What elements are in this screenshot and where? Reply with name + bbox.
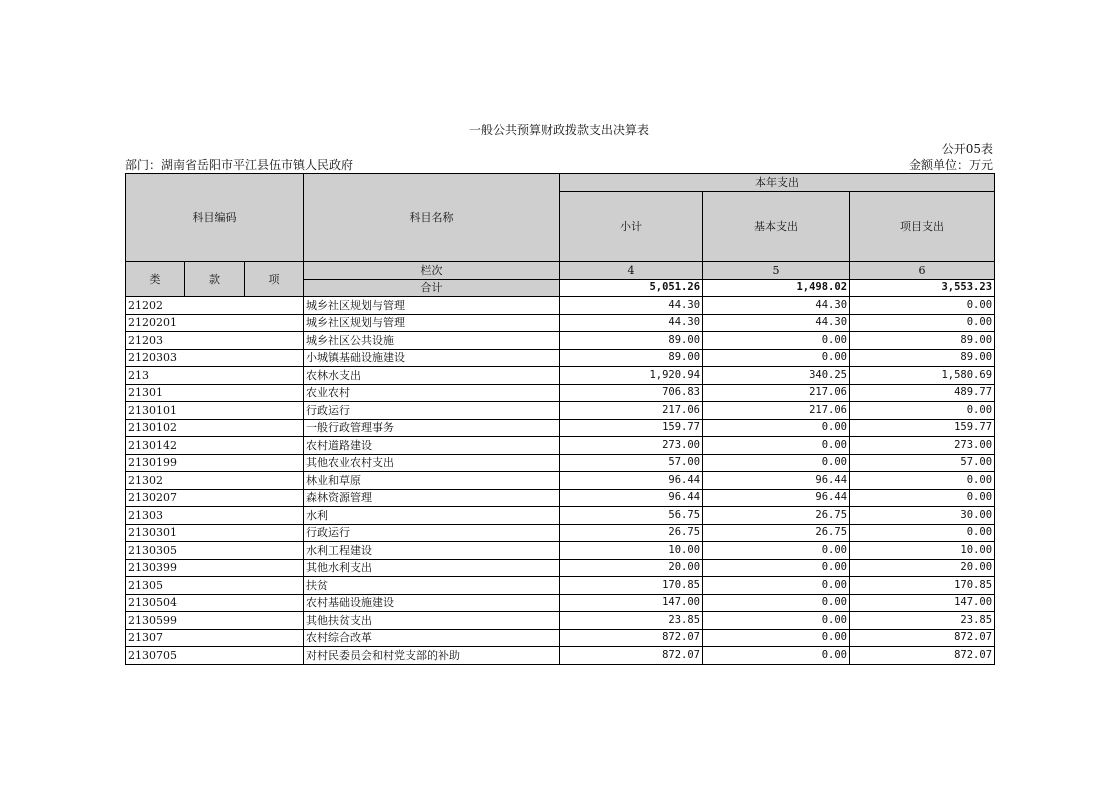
row-subtotal: 56.75 <box>560 507 703 525</box>
row-project: 273.00 <box>850 437 995 455</box>
total-subtotal: 5,051.26 <box>560 279 703 297</box>
row-basic: 26.75 <box>703 524 850 542</box>
table-row <box>126 297 995 315</box>
row-project: 0.00 <box>850 314 995 332</box>
row-project: 159.77 <box>850 419 995 437</box>
row-code: 21203 <box>126 332 304 350</box>
department-label: 部门：湖南省岳阳市平江县伍市镇人民政府 <box>125 158 354 172</box>
table-row <box>126 402 995 420</box>
row-basic: 0.00 <box>703 419 850 437</box>
header-subject-code: 科目编码 <box>126 174 304 262</box>
table-row <box>126 577 995 595</box>
table-row <box>126 594 995 612</box>
table-row <box>126 472 995 490</box>
row-code: 21303 <box>126 507 304 525</box>
header-col5: 5 <box>703 262 850 280</box>
row-project: 0.00 <box>850 489 995 507</box>
row-subtotal: 26.75 <box>560 524 703 542</box>
row-basic: 0.00 <box>703 559 850 577</box>
table-row <box>126 647 995 665</box>
header-col4: 4 <box>560 262 703 280</box>
row-project: 89.00 <box>850 332 995 350</box>
table-row <box>126 349 995 367</box>
row-project: 170.85 <box>850 577 995 595</box>
table-row <box>126 524 995 542</box>
row-name: 一般行政管理事务 <box>304 419 560 437</box>
row-basic: 0.00 <box>703 542 850 560</box>
row-subtotal: 20.00 <box>560 559 703 577</box>
row-name: 水利工程建设 <box>304 542 560 560</box>
row-basic: 0.00 <box>703 349 850 367</box>
row-code: 21301 <box>126 384 304 402</box>
row-basic: 217.06 <box>703 384 850 402</box>
row-name: 森林资源管理 <box>304 489 560 507</box>
row-name: 城乡社区公共设施 <box>304 332 560 350</box>
header-subtotal: 小计 <box>560 192 703 262</box>
row-project: 20.00 <box>850 559 995 577</box>
row-name: 农业农村 <box>304 384 560 402</box>
row-subtotal: 872.07 <box>560 647 703 665</box>
row-subtotal: 217.06 <box>560 402 703 420</box>
header-basic: 基本支出 <box>703 192 850 262</box>
row-name: 行政运行 <box>304 524 560 542</box>
header-current-year: 本年支出 <box>560 174 995 192</box>
table-number: 公开05表 <box>941 142 993 156</box>
row-name: 农村基础设施建设 <box>304 594 560 612</box>
row-code: 2130301 <box>126 524 304 542</box>
row-subtotal: 89.00 <box>560 349 703 367</box>
total-label: 合计 <box>304 279 560 297</box>
expenditure-table <box>125 173 995 665</box>
table-row <box>126 314 995 332</box>
row-code: 2120201 <box>126 314 304 332</box>
row-subtotal: 10.00 <box>560 542 703 560</box>
row-basic: 0.00 <box>703 577 850 595</box>
row-basic: 0.00 <box>703 612 850 630</box>
row-code: 2130102 <box>126 419 304 437</box>
row-basic: 340.25 <box>703 367 850 385</box>
row-subtotal: 872.07 <box>560 629 703 647</box>
table-row <box>126 629 995 647</box>
row-project: 489.77 <box>850 384 995 402</box>
row-project: 0.00 <box>850 402 995 420</box>
row-project: 30.00 <box>850 507 995 525</box>
row-basic: 96.44 <box>703 489 850 507</box>
row-basic: 44.30 <box>703 297 850 315</box>
row-project: 23.85 <box>850 612 995 630</box>
row-name: 其他农业农村支出 <box>304 454 560 472</box>
row-code: 2120303 <box>126 349 304 367</box>
header-project: 项目支出 <box>850 192 995 262</box>
header-col6: 6 <box>850 262 995 280</box>
row-basic: 44.30 <box>703 314 850 332</box>
table-row <box>126 489 995 507</box>
row-basic: 0.00 <box>703 437 850 455</box>
row-name: 其他水利支出 <box>304 559 560 577</box>
row-code: 21305 <box>126 577 304 595</box>
row-subtotal: 96.44 <box>560 472 703 490</box>
row-basic: 0.00 <box>703 594 850 612</box>
row-code: 2130207 <box>126 489 304 507</box>
row-name: 扶贫 <box>304 577 560 595</box>
row-code: 2130199 <box>126 454 304 472</box>
row-name: 农村道路建设 <box>304 437 560 455</box>
report-title: 一般公共预算财政拨款支出决算表 <box>468 123 649 137</box>
row-name: 小城镇基础设施建设 <box>304 349 560 367</box>
row-basic: 96.44 <box>703 472 850 490</box>
row-code: 2130142 <box>126 437 304 455</box>
row-project: 89.00 <box>850 349 995 367</box>
table-row <box>126 454 995 472</box>
row-name: 城乡社区规划与管理 <box>304 314 560 332</box>
row-subtotal: 96.44 <box>560 489 703 507</box>
row-code: 2130504 <box>126 594 304 612</box>
row-code: 2130399 <box>126 559 304 577</box>
row-subtotal: 57.00 <box>560 454 703 472</box>
row-name: 其他扶贫支出 <box>304 612 560 630</box>
header-xiang: 项 <box>245 262 304 297</box>
table-row <box>126 542 995 560</box>
row-project: 1,580.69 <box>850 367 995 385</box>
row-subtotal: 1,920.94 <box>560 367 703 385</box>
row-subtotal: 23.85 <box>560 612 703 630</box>
row-name: 农村综合改革 <box>304 629 560 647</box>
row-subtotal: 706.83 <box>560 384 703 402</box>
table-row <box>126 507 995 525</box>
total-project: 3,553.23 <box>850 279 995 297</box>
row-code: 2130101 <box>126 402 304 420</box>
row-name: 林业和草原 <box>304 472 560 490</box>
row-name: 对村民委员会和村党支部的补助 <box>304 647 560 665</box>
header-lei: 类 <box>126 262 185 297</box>
header-kuan: 款 <box>185 262 245 297</box>
row-project: 0.00 <box>850 297 995 315</box>
row-project: 0.00 <box>850 524 995 542</box>
row-code: 21202 <box>126 297 304 315</box>
row-subtotal: 170.85 <box>560 577 703 595</box>
row-subtotal: 44.30 <box>560 314 703 332</box>
total-basic: 1,498.02 <box>703 279 850 297</box>
row-basic: 26.75 <box>703 507 850 525</box>
row-project: 872.07 <box>850 647 995 665</box>
header-subject-name: 科目名称 <box>304 174 560 262</box>
table-row <box>126 612 995 630</box>
row-subtotal: 147.00 <box>560 594 703 612</box>
row-code: 21307 <box>126 629 304 647</box>
row-basic: 217.06 <box>703 402 850 420</box>
row-basic: 0.00 <box>703 647 850 665</box>
row-subtotal: 44.30 <box>560 297 703 315</box>
row-code: 2130305 <box>126 542 304 560</box>
table-row <box>126 367 995 385</box>
table-row <box>126 419 995 437</box>
row-project: 147.00 <box>850 594 995 612</box>
row-basic: 0.00 <box>703 629 850 647</box>
row-subtotal: 159.77 <box>560 419 703 437</box>
row-name: 水利 <box>304 507 560 525</box>
row-project: 872.07 <box>850 629 995 647</box>
row-subtotal: 89.00 <box>560 332 703 350</box>
table-row <box>126 384 995 402</box>
row-subtotal: 273.00 <box>560 437 703 455</box>
row-code: 2130599 <box>126 612 304 630</box>
row-code: 2130705 <box>126 647 304 665</box>
row-project: 10.00 <box>850 542 995 560</box>
table-row <box>126 437 995 455</box>
row-basic: 0.00 <box>703 332 850 350</box>
row-code: 213 <box>126 367 304 385</box>
table-row <box>126 332 995 350</box>
row-name: 农林水支出 <box>304 367 560 385</box>
unit-label: 金额单位：万元 <box>908 158 993 172</box>
row-name: 行政运行 <box>304 402 560 420</box>
row-code: 21302 <box>126 472 304 490</box>
row-project: 57.00 <box>850 454 995 472</box>
row-project: 0.00 <box>850 472 995 490</box>
header-column-no: 栏次 <box>304 262 560 280</box>
row-basic: 0.00 <box>703 454 850 472</box>
row-name: 城乡社区规划与管理 <box>304 297 560 315</box>
table-row <box>126 559 995 577</box>
